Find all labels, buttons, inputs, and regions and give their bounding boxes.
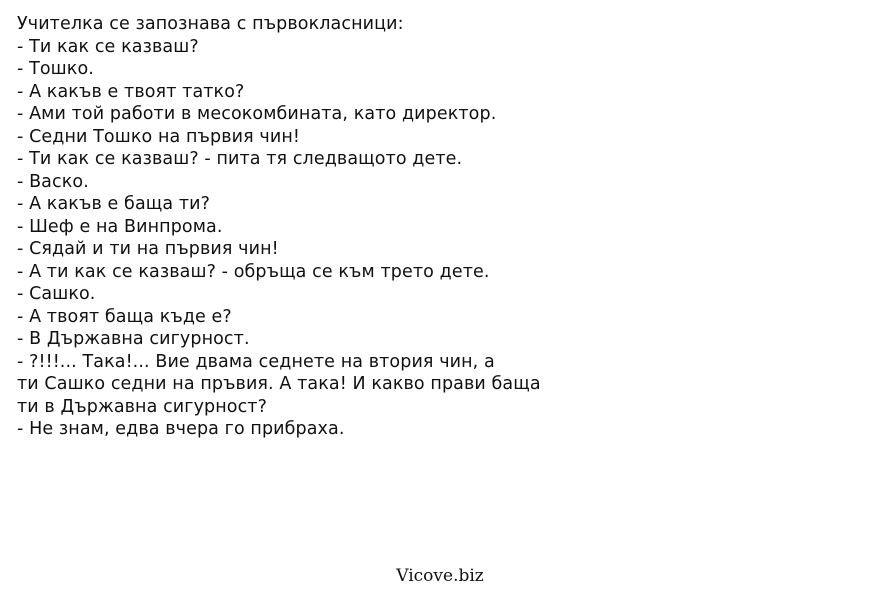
joke-line: - Седни Тошко на първия чин! <box>17 126 300 147</box>
joke-line: - Ами той работи в месокомбината, като директор. <box>17 104 497 124</box>
joke-text <box>17 13 877 441</box>
site-watermark: Vicove.biz <box>396 566 484 586</box>
joke-line: ти в Държавна сигурност? <box>17 396 267 417</box>
joke-line: - Шеф е на Винпрома. <box>17 216 223 237</box>
joke-line: - Сашко. <box>17 284 96 304</box>
joke-line: - Васко. <box>17 171 89 192</box>
joke-line: - В Държавна сигурност. <box>17 329 250 349</box>
joke-line: Учителка се запознава с първокласници: <box>17 14 404 34</box>
joke-line: ти Сашко седни на пръвия. А така! И какво прави баща <box>17 374 541 394</box>
joke-line: - А твоят баща къде е? <box>17 306 232 327</box>
joke-line: - ?!!!... Така!... Вие двама седнете на втория чин, а <box>17 351 495 372</box>
joke-line: - А какъв е баща ти? <box>17 194 210 214</box>
joke-line: - А какъв е твоят татко? <box>17 81 245 102</box>
joke-line: - А ти как се казваш? - обръща се към трето дете. <box>17 261 490 282</box>
joke-line: - Не знам, едва вчера го прибраха. <box>17 419 345 439</box>
joke-line: - Ти как се казваш? <box>17 36 199 57</box>
joke-line: - Сядай и ти на първия чин! <box>17 239 279 259</box>
joke-line: - Ти как се казваш? - пита тя следващото дете. <box>17 149 463 169</box>
joke-line: - Тошко. <box>17 59 94 79</box>
